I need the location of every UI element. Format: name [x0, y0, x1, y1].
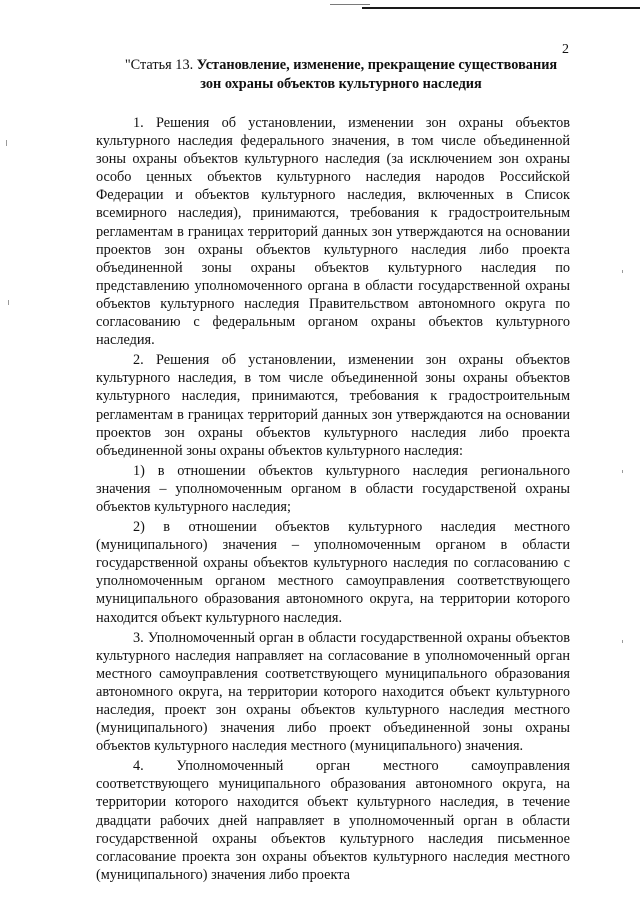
scan-speck [622, 270, 623, 273]
page-number: 2 [562, 42, 569, 57]
paragraph-4: 4. Уполномоченный орган местного самоуправления соответствующего муниципального образования автономного округа, на территории которого находится объект культурного наследия, в течение двадцати рабочих дней направляет в уполномоченный орган в области государственной охраны объектов культурного наследия письменное согласование проекта зон охраны объектов культурного наследия местного (муниципального) значения либо проекта [96, 758, 570, 883]
paragraph-3: 3. Уполномоченный орган в области государственной охраны объектов культурного наследия направляет на согласование в уполномоченный орган местного самоуправления соответствующего муниципального образования автономного округа, на территории которого находится объект культурного наследия, проект зон охраны объектов культурного наследия местного (муниципального) значения либо проект объединенной зоны охраны объектов культурного наследия местного (муниципального) значения. [96, 629, 570, 755]
article-heading [96, 56, 586, 94]
paragraph-2-item-1: 1) в отношении объектов культурного наследия регионального значения – уполномоченным органом в области государственой охраны объектов культурного наследия; [96, 462, 570, 515]
article-title-line-1: Установление, изменение, прекращение существования [196, 57, 558, 73]
scan-speck [622, 470, 623, 473]
scan-border-line [362, 7, 640, 9]
paragraph-1: 1. Решения об установлении, изменении зон охраны объектов культурного наследия федерального значения, в том числе объединенной зоны охраны объектов культурного наследия (за исключением зон охраны особо ценных объектов культурного наследия народов Российской Федерации и объектов культурного наследия, включенных в Список всемирного наследия), принимаются, требования к градостроительным регламентам в границах территорий данных зон утверждаются на основании проектов зон охраны объектов культурного наследия либо проекта объединенной зоны охраны объектов культурного наследия по представлению уполномоченного органа в области государственной охраны объектов культурного наследия Правительством автономного округа по согласованию с федеральным органом охраны объектов культурного наследия. [96, 115, 570, 349]
article-number: "Статья 13. [124, 57, 194, 73]
scan-speck [622, 640, 623, 643]
paragraph-2-item-2: 2) в отношении объектов культурного наследия местного (муниципального) значения – уполномоченным органом в области государственной охраны объектов культурного наследия по согласованию с уполномоченным органом местного самоуправления соответствующего муниципального образования автономного округа, на территории которого находится объект культурного наследия. [96, 519, 570, 626]
article-title-line-2: зон охраны объектов культурного наследия [200, 76, 482, 92]
article-heading-line-1 [96, 56, 586, 75]
scan-border-line-thin [330, 4, 370, 5]
scan-speck [6, 140, 7, 146]
scan-speck [8, 300, 9, 305]
paragraph-2: 2. Решения об установлении, изменении зон охраны объектов культурного наследия, в том числе объединенной зоны охраны объектов культурного наследия, принимаются, требования к градостроительным регламентам в границах территорий данных зон утверждаются на основании проектов зон охраны объектов культурного наследия либо проекта объединенной зоны охраны объектов культурного наследия: [96, 352, 570, 459]
article-body [96, 114, 570, 886]
